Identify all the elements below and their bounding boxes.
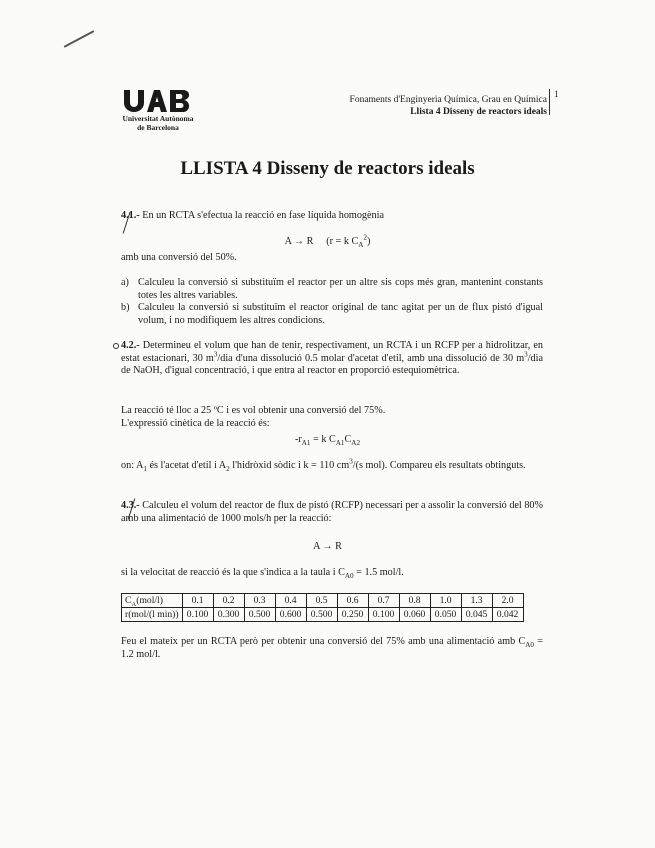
problem-number: 4.2.- — [121, 340, 140, 351]
table-cell: 0.100 — [182, 608, 213, 622]
kinetics-intro: L'expressió cinètica de la reacció és: — [121, 417, 270, 429]
page-number: 1 — [549, 89, 559, 115]
table-cell: 0.045 — [461, 608, 492, 622]
table-cell: 0.8 — [399, 594, 430, 608]
header-list-title: Llista 4 Disseny de reactors ideals — [410, 107, 547, 117]
problem-4-3-equation: A → R — [313, 541, 342, 552]
table-cell: 0.500 — [244, 608, 275, 622]
problem-text: En un RCTA s'efectua la reacció en fase líquida homogènia — [142, 210, 384, 221]
kinetic-expression: $-r_{A1} = k$ $C_{A1}C_{A2}$ — [294, 434, 361, 448]
table-cell: 0.100 — [368, 608, 399, 622]
bullet-icon — [113, 343, 119, 349]
rate-law: (r = k $C_A^2$) — [326, 233, 371, 250]
table-cell: 0.500 — [306, 608, 337, 622]
problem-4-3-final: Feu el mateix per un RCTA però per obtenir una conversió del 75% amb una alimentació amb $C_{A0} = 1.2$ mol/l. — [121, 636, 543, 660]
table-row — [122, 594, 524, 608]
problem-number: 4.3.- — [121, 500, 140, 511]
problem-4-3-intro — [121, 500, 543, 525]
problem-4-2-intro: 4.2.- Determineu el volum que han de tenir, respectivament, un RCTA i un RCFP per a hidrolitzar, en estat estacionari, 30 $m^3$/dia d'una dissolució 0.5 molar d'acetat d'etil, amb una dissolució de 30 $m^3$/dia de NaOH, d'igual concentració, i que entra al reactor en proporció estequiomètrica. — [121, 340, 544, 377]
table-cell: 0.042 — [492, 608, 523, 622]
conditions-text: La reacció té lloc a 25 ºC i es vol obtenir una conversió del 75%. — [121, 405, 386, 416]
table-cell: 0.6 — [337, 594, 368, 608]
table-cell: 0.300 — [213, 608, 244, 622]
problem-number: 4.1.- — [121, 210, 140, 221]
uab-logo-icon — [122, 90, 194, 112]
question-label: a) — [121, 277, 129, 288]
course-name: Fonaments d'Enginyeria Química, Grau en Química — [349, 95, 547, 105]
uab-logo — [118, 88, 198, 132]
problem-4-1-intro — [121, 210, 543, 223]
table-header-cell: r(mol/(l min)) — [122, 608, 183, 622]
document-header — [350, 94, 547, 118]
table-cell: 0.600 — [275, 608, 306, 622]
table-cell: 0.7 — [368, 594, 399, 608]
question-text: Calculeu la conversió si substituïm el reactor per un altre sis cops més gran, mantenint constants totes les altres variables. — [138, 277, 543, 301]
table-cell: 0.1 — [182, 594, 213, 608]
table-cell: 0.2 — [213, 594, 244, 608]
table-cell: 0.3 — [244, 594, 275, 608]
table-header-cell: $C_A(mol/l)$ — [122, 594, 183, 608]
university-name-line2: de Barcelona — [137, 123, 179, 132]
problem-4-1-conversion: amb una conversió del 50%. — [121, 252, 237, 263]
table-cell: 0.4 — [275, 594, 306, 608]
table-cell: 0.060 — [399, 608, 430, 622]
question-b — [121, 302, 543, 327]
problem-4-3-rate-note: si la velocitat de reacció és la que s'indica a la taula i $C_{A0} = 1.5$ mol/l. — [121, 567, 404, 581]
problem-4-2-conditions — [121, 405, 543, 430]
uab-logo-mark — [122, 88, 198, 112]
table-cell: 0.250 — [337, 608, 368, 622]
table-cell: 1.3 — [461, 594, 492, 608]
table-cell: 2.0 — [492, 594, 523, 608]
question-a — [121, 277, 543, 302]
table-cell: 0.050 — [430, 608, 461, 622]
problem-4-1-equation — [0, 233, 655, 250]
problem-4-1-questions — [121, 277, 543, 327]
pen-mark — [64, 30, 95, 48]
table-cell: 1.0 — [430, 594, 461, 608]
rate-data-table — [121, 593, 524, 622]
table-cell: 0.5 — [306, 594, 337, 608]
table-row — [122, 608, 524, 622]
problem-text: Calculeu el volum del reactor de flux de pistó (RCFP) necessari per a assolir la conversió del 80% amb una alimentació de 1000 mols/h per la reacció: — [121, 500, 544, 524]
question-label: b) — [121, 302, 130, 314]
question-text: Calculeu la conversió si substituïm el reactor original de tanc agitat per un de flux pistó d'igual volum, i no modifiquem les altres condicions. — [138, 302, 543, 326]
page-title: LLISTA 4 Disseny de reactors ideals — [180, 158, 475, 179]
problem-4-2-definitions: on: $A_1$ és l'acetat d'etil i $A_2$ l'hidròxid sòdic i k = 110 $cm^3/(s$ mol). Compareu els resultats obtinguts. — [121, 457, 526, 474]
university-name-line1: Universitat Autònoma — [122, 114, 194, 123]
reaction-equation: A → R — [284, 236, 314, 247]
